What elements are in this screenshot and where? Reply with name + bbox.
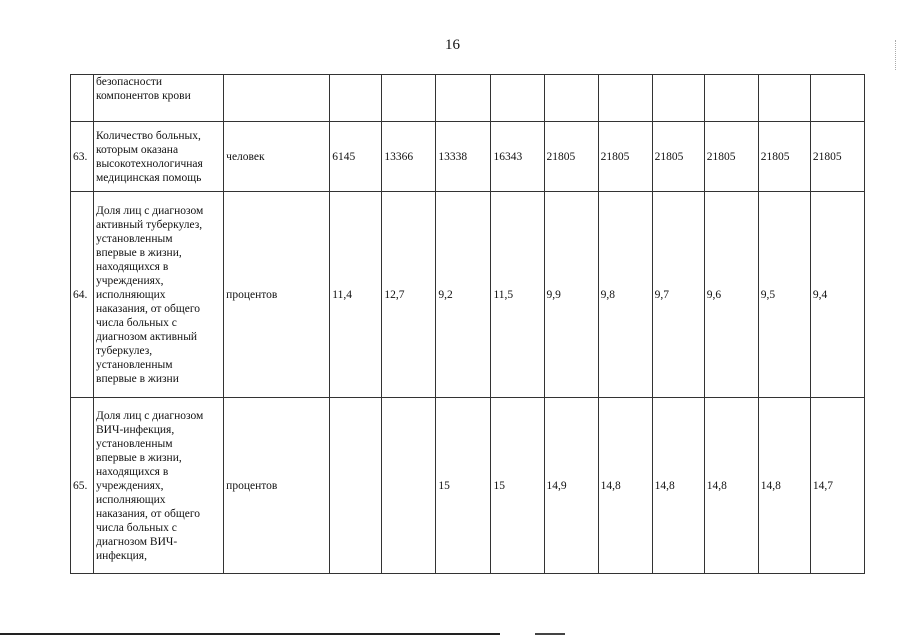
value-cell: 9,9 <box>544 192 598 398</box>
value-cell <box>652 75 704 122</box>
indicator-name-line: диагнозом ВИЧ- <box>96 535 178 548</box>
indicator-name-line: числа больных с <box>96 521 177 534</box>
value-cell: 14,8 <box>704 398 758 574</box>
value-cell: 6145 <box>330 122 382 192</box>
indicator-name-line: высокотехнологичная <box>96 157 203 170</box>
value-cell <box>436 75 491 122</box>
value-cell: 21805 <box>598 122 652 192</box>
bottom-scan-rule <box>0 633 500 635</box>
value-cell: 11,4 <box>330 192 382 398</box>
indicator-name-line: компонентов крови <box>96 90 191 102</box>
indicator-name-line: учреждениях, <box>96 274 164 287</box>
value-cell <box>598 75 652 122</box>
value-cell: 11,5 <box>491 192 544 398</box>
value-cell: 21805 <box>544 122 598 192</box>
value-cell <box>544 75 598 122</box>
indicator-name <box>94 192 224 398</box>
indicator-name-line: исполняющих <box>96 493 166 506</box>
indicator-name-line: безопасности <box>96 76 163 88</box>
indicator-name <box>94 75 224 122</box>
indicator-name-line: впервые в жизни, <box>96 246 182 259</box>
row-number: 63. <box>71 122 94 192</box>
value-cell: 9,8 <box>598 192 652 398</box>
value-cell: 9,2 <box>436 192 491 398</box>
indicator-name-line: числа больных с <box>96 316 177 329</box>
indicator-name-line: медицинская помощь <box>96 171 202 184</box>
value-cell: 9,5 <box>758 192 810 398</box>
indicator-name-line: находящихся в <box>96 260 169 273</box>
unit-cell: человек <box>224 122 330 192</box>
indicator-name-line: исполняющих <box>96 288 166 301</box>
indicators-table <box>70 74 865 574</box>
value-cell: 9,7 <box>652 192 704 398</box>
indicator-name-line: наказания, от общего <box>96 507 201 520</box>
value-cell <box>810 75 864 122</box>
value-cell: 14,9 <box>544 398 598 574</box>
value-cell <box>382 75 436 122</box>
value-cell: 21805 <box>758 122 810 192</box>
page-number: 16 <box>445 37 460 53</box>
indicator-name-line: активный туберкулез, <box>96 218 203 231</box>
value-cell: 14,8 <box>598 398 652 574</box>
value-cell: 21805 <box>704 122 758 192</box>
value-cell: 9,6 <box>704 192 758 398</box>
value-cell: 21805 <box>652 122 704 192</box>
indicator-name-line: Количество больных, <box>96 129 201 142</box>
row-number: 64. <box>71 192 94 398</box>
indicator-name-line: находящихся в <box>96 465 169 478</box>
value-cell: 21805 <box>810 122 864 192</box>
value-cell <box>704 75 758 122</box>
indicator-name-line: ВИЧ-инфекция, <box>96 423 175 436</box>
row-number <box>71 75 94 122</box>
indicator-name-line: установленным <box>96 358 173 371</box>
table-row <box>71 398 865 574</box>
indicator-name-line: инфекция, <box>96 549 147 562</box>
scan-margin-mark <box>895 40 899 70</box>
indicator-name-line: Доля лиц с диагнозом <box>96 409 204 422</box>
value-cell: 13366 <box>382 122 436 192</box>
bottom-scan-rule-short <box>535 633 565 635</box>
unit-cell: процентов <box>224 398 330 574</box>
value-cell: 15 <box>491 398 544 574</box>
table-row <box>71 122 865 192</box>
indicator-name-line: которым оказана <box>96 143 179 156</box>
unit-cell <box>224 75 330 122</box>
unit-cell: процентов <box>224 192 330 398</box>
value-cell: 13338 <box>436 122 491 192</box>
indicator-name-line: установленным <box>96 437 173 450</box>
indicator-name-line: впервые в жизни, <box>96 451 182 464</box>
value-cell <box>330 398 382 574</box>
table-row <box>71 192 865 398</box>
indicator-name <box>94 398 224 574</box>
value-cell: 9,4 <box>810 192 864 398</box>
value-cell: 14,8 <box>758 398 810 574</box>
value-cell <box>758 75 810 122</box>
value-cell <box>382 398 436 574</box>
indicator-name-line: туберкулез, <box>96 344 153 357</box>
indicator-name <box>94 122 224 192</box>
value-cell: 16343 <box>491 122 544 192</box>
value-cell: 15 <box>436 398 491 574</box>
value-cell: 12,7 <box>382 192 436 398</box>
indicator-name-line: учреждениях, <box>96 479 164 492</box>
value-cell <box>330 75 382 122</box>
indicator-name-line: установленным <box>96 232 173 245</box>
value-cell: 14,7 <box>810 398 864 574</box>
value-cell: 14,8 <box>652 398 704 574</box>
value-cell <box>491 75 544 122</box>
table-body <box>71 75 865 574</box>
indicator-name-line: диагнозом активный <box>96 330 198 343</box>
table-row <box>71 75 865 122</box>
row-number: 65. <box>71 398 94 574</box>
indicator-name-line: Доля лиц с диагнозом <box>96 204 204 217</box>
indicator-name-line: наказания, от общего <box>96 302 201 315</box>
indicator-name-line: впервые в жизни <box>96 372 179 385</box>
